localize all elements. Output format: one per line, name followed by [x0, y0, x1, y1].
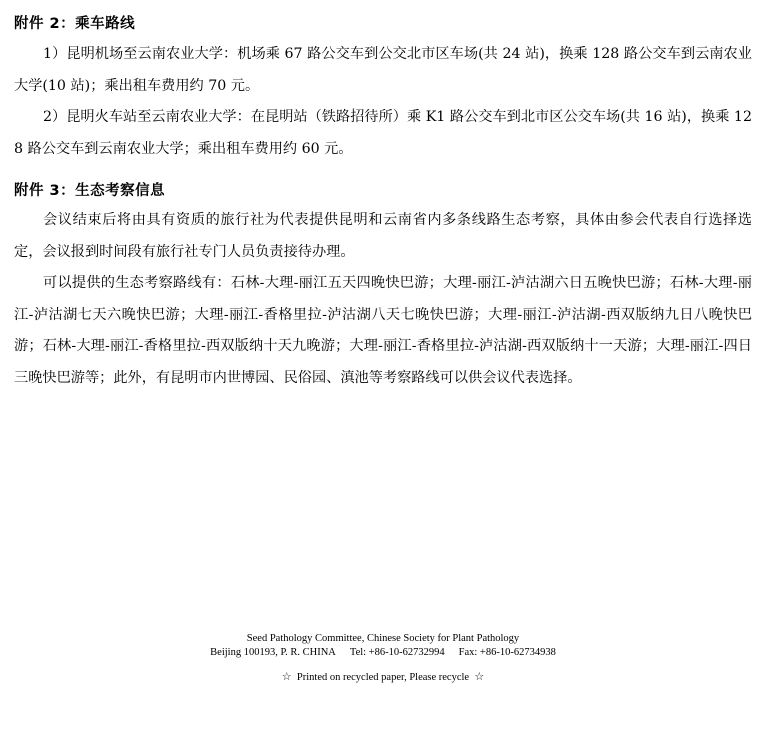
eco-tour-intro-paragraph: 会议结束后将由具有资质的旅行社为代表提供昆明和云南省内多条线路生态考察，具体由参会代表自行选择选定，会议报到时间段有旅行社专门人员负责接待办理。: [14, 212, 752, 260]
attachment-3-section: [14, 181, 752, 394]
route-paragraph-1: 1）昆明机场至云南农业大学：机场乘 67 路公交车到公交北市区车场(共 24 站)，换乘 128 路公交车到云南农业大学(10 站)；乘出租车费用约 70 元。: [14, 46, 752, 94]
footer-address: Beijing 100193, P. R. CHINA: [210, 646, 336, 658]
page-footer: [0, 632, 766, 685]
star-icon: ☆: [474, 671, 485, 683]
attachment-2-heading: 附件 2：乘车路线: [14, 16, 136, 32]
document-body: [14, 14, 752, 394]
star-icon: ☆: [281, 671, 292, 683]
attachment-3-heading: 附件 3：生态考察信息: [14, 183, 166, 199]
eco-tour-routes-paragraph: 可以提供的生态考察路线有：石林-大理-丽江五天四晚快巴游；大理-丽江-泸沽湖六日五晚快巴游；石林-大理-丽江-泸沽湖七天六晚快巴游；大理-丽江-香格里拉-泸沽湖八天七晚快巴游；大理-丽江-泸沽湖-西双版纳九日八晚快巴游；石林-大理-丽江-香格里拉-西双版纳十天九晚游；大理-丽江-香格里拉-泸沽湖-西双版纳十一天游；大理-丽江-四日三晚快巴游等；此外，有昆明市内世博园、民俗园、滇池等考察路线可以供会议代表选择。: [14, 275, 752, 386]
route-paragraph-2: 2）昆明火车站至云南农业大学：在昆明站（铁路招待所）乘 K1 路公交车到北市区公交车场(共 16 站)，换乘 128 路公交车到云南农业大学；乘出租车费用约 60 元。: [14, 109, 752, 157]
footer-recycle-note: Printed on recycled paper, Please recycle: [296, 672, 470, 683]
footer-organization: Seed Pathology Committee, Chinese Society for Plant Pathology: [246, 633, 520, 644]
footer-fax: Fax: +86-10-62734938: [458, 646, 556, 658]
footer-tel: Tel: +86-10-62732994: [349, 646, 445, 658]
footer-contact-line: [0, 646, 766, 660]
footer-recycle-line: [0, 671, 766, 685]
attachment-2-section: [14, 14, 752, 165]
